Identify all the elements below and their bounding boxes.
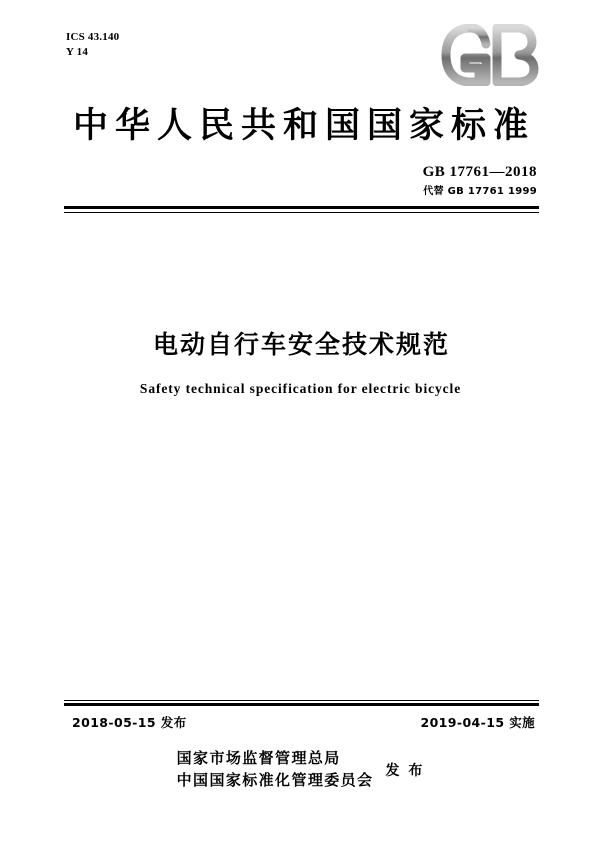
- issuer-line-2: 中国国家标准化管理委员会: [176, 770, 374, 789]
- standard-replaces: 代替 GB 17761 1999: [423, 185, 537, 197]
- divider-top-thick: [64, 206, 539, 209]
- issuer-block: [0, 748, 601, 792]
- national-standard-title: 中华人民共和国国家标准: [72, 106, 535, 146]
- document-title-english: Safety technical specification for electric bicycle: [139, 381, 462, 396]
- divider-bottom-thin: [64, 700, 539, 701]
- classification-code: Y 14: [66, 45, 89, 58]
- implementation-date: 2019-04-15 实施: [420, 715, 535, 730]
- divider-bottom-thick: [64, 703, 539, 706]
- issuer-names: [177, 748, 374, 792]
- ics-block: [66, 30, 119, 59]
- publish-label: 发 布: [385, 762, 425, 779]
- ics-code: ICS 43.140: [66, 31, 120, 43]
- issue-date: 2018-05-15 发布: [72, 715, 187, 730]
- gb-emblem-icon: [441, 24, 539, 86]
- divider-top-thin: [64, 212, 539, 213]
- standard-number-block: [423, 162, 537, 199]
- issuer-row: [177, 748, 425, 792]
- standard-number: GB 17761—2018: [422, 164, 537, 180]
- issuer-line-1: 国家市场监督管理总局: [176, 749, 341, 767]
- document-title-chinese: 电动自行车安全技术规范: [152, 330, 450, 359]
